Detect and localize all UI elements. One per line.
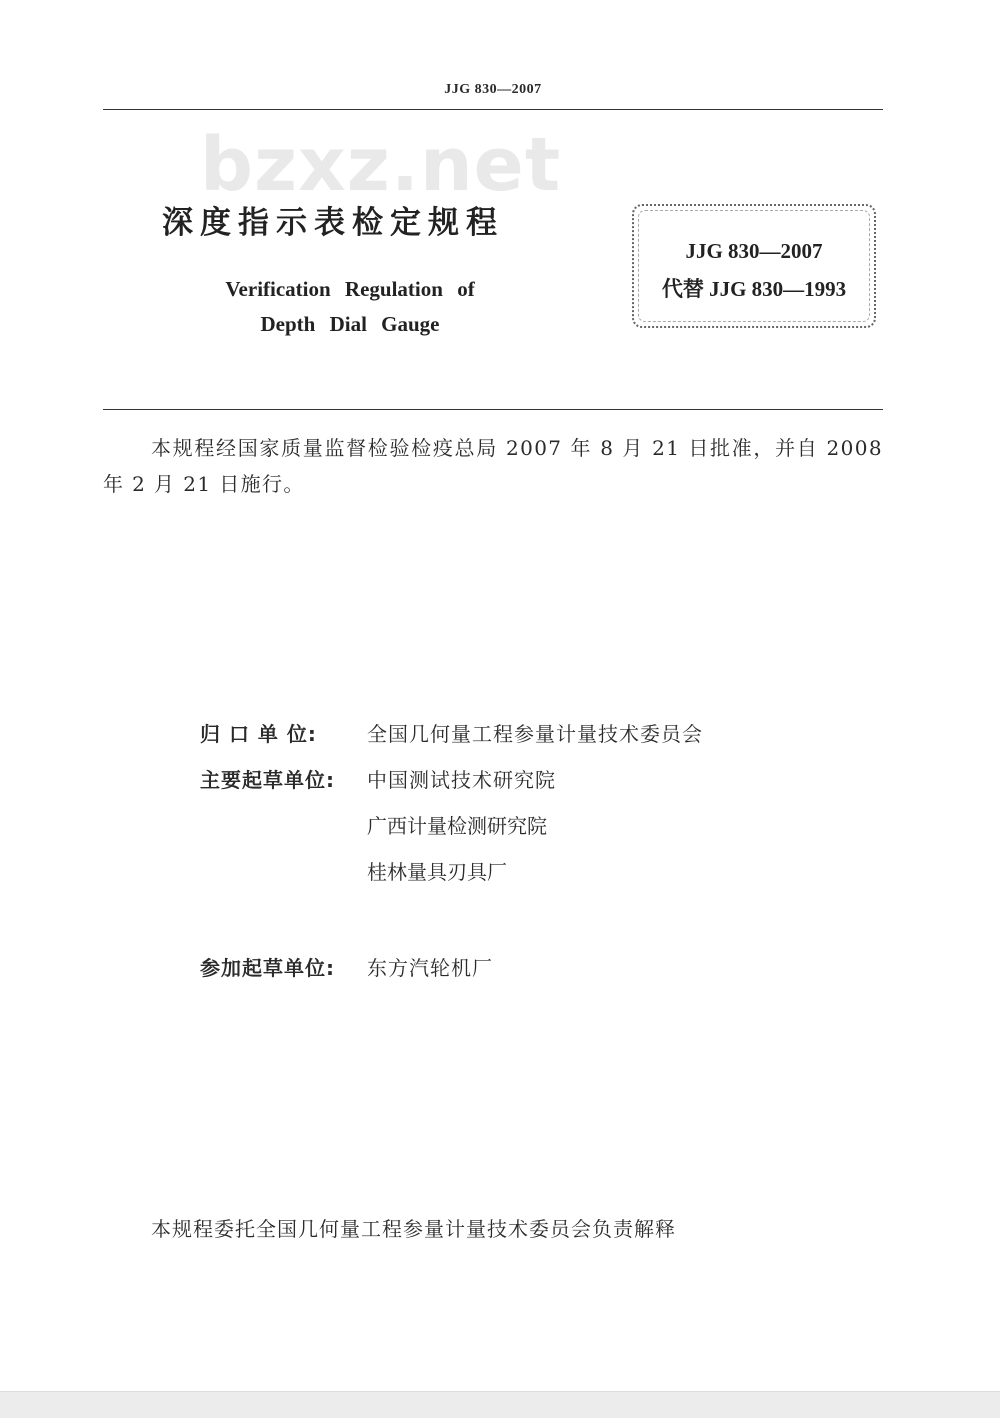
approval-paragraph: 本规程经国家质量监督检验检疫总局 2007 年 8 月 21 日批准，并自 2008 年 2 月 21 日施行。 <box>103 436 883 496</box>
page-title-cn: 深度指示表检定规程 <box>162 205 504 241</box>
running-header-code: JJG 830—2007 <box>444 82 542 97</box>
responsible-unit-label: 归 口 单 位: <box>200 722 317 746</box>
title-en-line-2: Depth Dial Gauge <box>260 312 440 336</box>
main-drafter-2: 广西计量检测研究院 <box>367 814 547 838</box>
title-en-line-1: Verification Regulation of <box>225 277 475 301</box>
header-rule <box>103 109 883 110</box>
watermark-text: bzxz.net <box>200 122 562 208</box>
participating-drafter-value: 东方汽轮机厂 <box>367 956 493 980</box>
main-drafter-1: 中国测试技术研究院 <box>367 768 556 792</box>
participating-drafter-row <box>200 952 493 981</box>
standard-code: JJG 830—2007 <box>685 239 823 263</box>
responsible-unit-value: 全国几何量工程参量计量技术委员会 <box>367 722 703 746</box>
standard-code-box <box>632 204 876 328</box>
responsible-unit-row <box>200 718 703 747</box>
main-drafter-row <box>200 764 556 793</box>
main-drafter-3: 桂林量具刃具厂 <box>367 860 507 884</box>
main-drafter-label: 主要起草单位: <box>200 768 335 792</box>
page-title-en <box>195 272 505 342</box>
participating-drafter-label: 参加起草单位: <box>200 956 335 980</box>
section-rule <box>103 409 883 410</box>
replaces-code: 代替 JJG 830—1993 <box>661 277 847 301</box>
page-bottom-edge <box>0 1391 1000 1418</box>
interpretation-note: 本规程委托全国几何量工程参量计量技术委员会负责解释 <box>151 1217 676 1241</box>
